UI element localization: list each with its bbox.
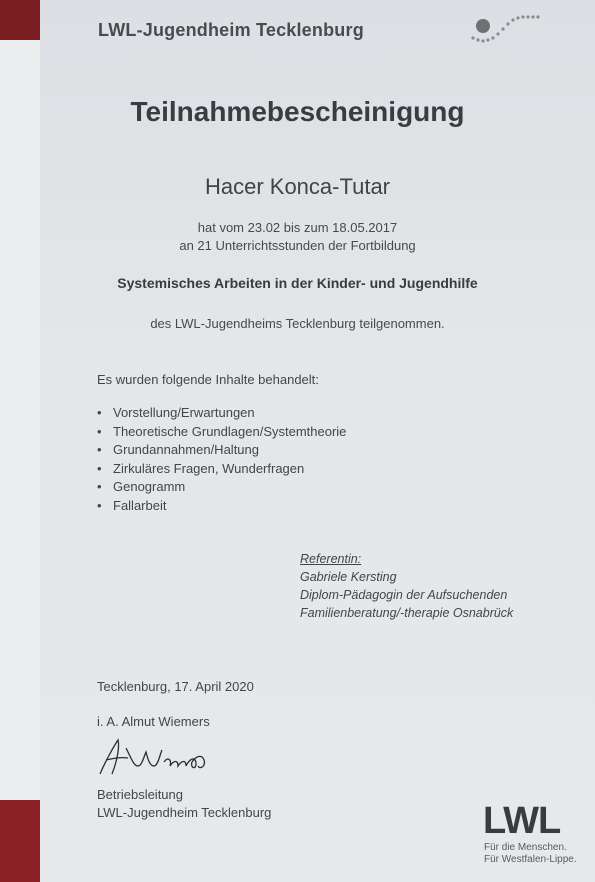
list-item: • Vorstellung/Erwartungen xyxy=(97,404,346,423)
tagline-line-2: Für Westfalen-Lippe. xyxy=(484,854,577,865)
referent-qualification: Diplom-Pädagogin der Aufsuchenden xyxy=(300,588,508,602)
referent-organization: Familienberatung/-therapie Osnabrück xyxy=(300,606,514,620)
tagline-line-1: Für die Menschen. xyxy=(484,842,567,853)
place-date: Tecklenburg, 17. April 2020 xyxy=(97,679,254,694)
page-edge-strip xyxy=(0,0,40,882)
referent-label: Referentin: xyxy=(300,552,362,566)
lwl-tagline xyxy=(484,842,577,866)
referent-block xyxy=(300,550,513,622)
organization-header: LWL-Jugendheim Tecklenburg xyxy=(98,20,364,40)
topics-list xyxy=(97,404,346,515)
period-line: hat vom 23.02 bis zum 18.05.2017 xyxy=(197,220,398,235)
institution-line: des LWL-Jugendheims Tecklenburg teilgenommen. xyxy=(150,316,445,331)
list-item: • Zirkuläres Fragen, Wunderfragen xyxy=(97,460,346,479)
role-organization: LWL-Jugendheim Tecklenburg xyxy=(97,805,272,820)
signatory-role xyxy=(97,786,271,822)
signed-by: i. A. Almut Wiemers xyxy=(97,714,210,729)
referent-name: Gabriele Kersting xyxy=(300,570,397,584)
list-item: • Fallarbeit xyxy=(97,497,346,516)
red-corner-top xyxy=(0,0,40,40)
dotted-arc-logo-icon xyxy=(463,12,543,48)
list-item: • Genogramm xyxy=(97,478,346,497)
handwritten-signature xyxy=(92,730,222,785)
lwl-brand-logo: LWL xyxy=(483,800,561,842)
document-title: Teilnahmebescheinigung xyxy=(130,96,465,127)
list-item: • Grundannahmen/Haltung xyxy=(97,441,346,460)
hours-line: an 21 Unterrichtsstunden der Fortbildung xyxy=(179,238,416,253)
list-item: • Theoretische Grundlagen/Systemtheorie xyxy=(97,423,346,442)
red-corner-bottom xyxy=(0,800,40,882)
topics-intro: Es wurden folgende Inhalte behandelt: xyxy=(97,372,319,387)
participant-name: Hacer Konca-Tutar xyxy=(204,174,391,199)
course-title: Systemisches Arbeiten in der Kinder- und Jugendhilfe xyxy=(117,275,478,291)
role-title: Betriebsleitung xyxy=(97,787,183,802)
